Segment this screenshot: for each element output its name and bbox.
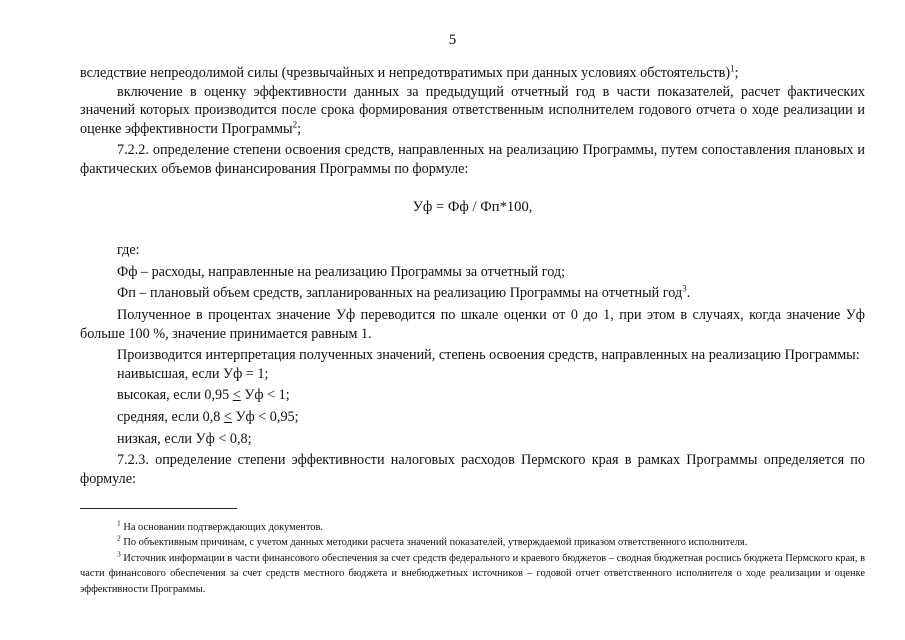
paragraph-7-2-2: 7.2.2. определение степени освоения средств, направленных на реализацию Программы, путем сопоставления плановых и фактических объемов финансирования Программы по формуле: [80, 142, 865, 177]
level-medium: средняя, если 0,8 < Уф < 0,95; [117, 408, 299, 425]
paragraph-7-2-3: 7.2.3. определение степени эффективности налоговых расходов Пермского края в рамках Программы определяется по формуле: [80, 452, 865, 487]
formula-uf: Уф = Фф / Фп*100, [412, 198, 533, 215]
footnotes [80, 520, 865, 597]
footnote-ref-3: 3 [682, 283, 687, 294]
paragraph-interpretation: Производится интерпретация полученных значений, степень освоения средств, направленных на реализацию Программы: [117, 347, 860, 364]
level-low: низкая, если Уф < 0,8; [117, 430, 252, 447]
paragraph-percent-scale: Полученное в процентах значение Уф переводится по шкале оценки от 0 до 1, при этом в случаях, когда значение Уф больше 100 %, значение принимается равным 1. [80, 306, 865, 342]
footnote-separator [80, 508, 237, 509]
footnote-2: $^2$ По объективным причинам, с учетом данных методики расчета значений показателей, утверждаемой приказом ответственного исполнителя. [117, 533, 748, 549]
footnote-3: $^3$ Источник информации в части финансового обеспечения за счет средств федерального и краевого бюджетов – сводная бюджетная роспись бюджета Пермского края, в части финансового обеспечения за счет средств местного бюджета и внебюджетных источников – годовой отчет ответственного исполнителя о ходе реализации и оценке эффективности Программы. [80, 549, 865, 595]
where-label: где: [117, 242, 140, 259]
document-body [80, 64, 865, 488]
paragraph-force-majeure: вследствие непреодолимой силы (чрезвычайных и непредотвратимых при данных условиях обстоятельств)$^1$; [80, 63, 739, 81]
footnote-ref-1: 1 [730, 63, 735, 74]
level-high: высокая, если 0,95 < Уф < 1; [117, 387, 290, 404]
level-highest: наивысшая, если Уф = 1; [117, 365, 269, 382]
paragraph-previous-year-data: включение в оценку эффективности данных за предыдущий отчетный год в части показателей, расчет фактических значений которых производится после срока формирования ответственным исполнителем годового отчета о ходе реализации и оценке эффективности Программы$^2$; [80, 83, 865, 137]
footnote-1: $^1$ На основании подтверждающих документов. [117, 518, 323, 533]
page-number: 5 [448, 32, 457, 48]
definition-fp: Фп – плановый объем средств, запланированных на реализацию Программы на отчетный год$^3$. [117, 283, 691, 302]
definition-ff: Фф – расходы, направленные на реализацию Программы за отчетный год; [117, 263, 566, 280]
footnote-ref-2: 2 [292, 119, 298, 130]
